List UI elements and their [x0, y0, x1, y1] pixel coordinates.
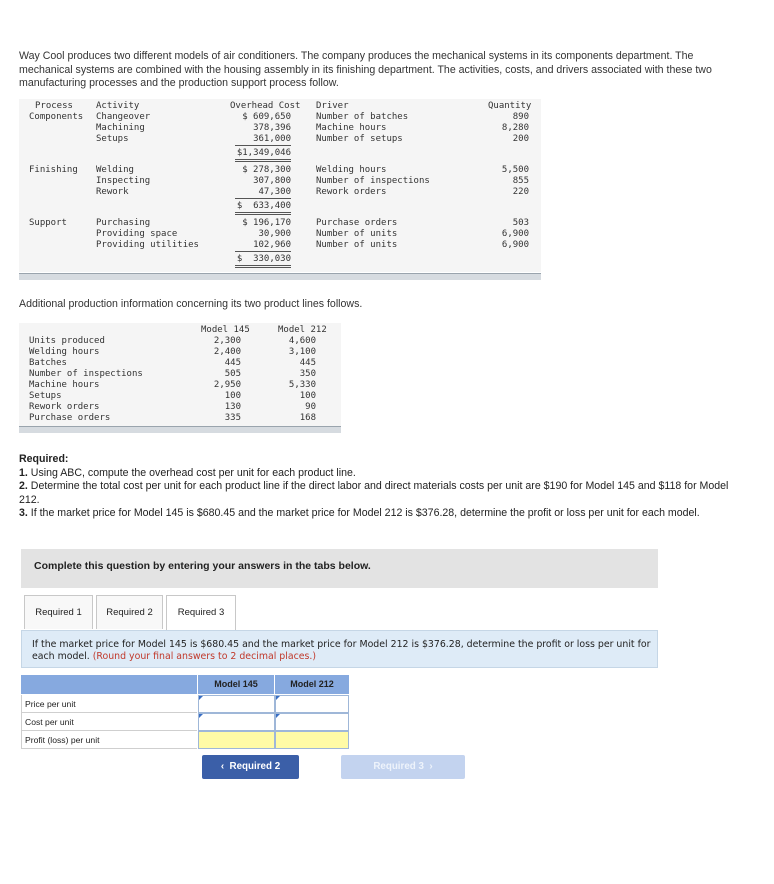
required-item-number: 2. [19, 480, 28, 492]
driver-name: Number of inspections [316, 176, 430, 186]
row-label-cost: Cost per unit [21, 713, 197, 731]
intro-paragraph: Way Cool produces two different models of air conditioners. The company produces the mechanical systems in its components department. The mechanical systems are combined with the housing assembly in its finishing department. The activities, costs, and drivers associated with these two manufacturing processes and the production support process follow. [19, 50, 712, 89]
overhead-cost: $ 278,300 [242, 165, 291, 175]
required-heading: Required: [19, 453, 69, 465]
cost-model-145-input[interactable] [198, 713, 275, 731]
overhead-cost: $ 196,170 [242, 218, 291, 228]
instructions-text: Complete this question by entering your answers in the tabs below. [34, 560, 371, 572]
row-label-price: Price per unit [21, 695, 197, 713]
header-process: Process [35, 101, 73, 111]
next-button[interactable] [341, 755, 465, 779]
header-model-145: Model 145 [201, 325, 250, 335]
question-prompt [21, 630, 658, 668]
model-212-value: 100 [299, 391, 316, 401]
overhead-cost: 30,900 [258, 229, 291, 239]
driver-quantity: 5,500 [501, 165, 529, 175]
tab-required-2[interactable]: Required 2 [96, 595, 163, 629]
tab-required-1[interactable]: Required 1 [24, 595, 93, 629]
model-145-value: 505 [224, 369, 241, 379]
row-label: Machine hours [29, 380, 100, 390]
cost-model-212-input[interactable] [275, 713, 349, 731]
total-underline [235, 265, 291, 266]
process-label: Finishing [29, 165, 78, 175]
total-double-underline [235, 214, 291, 215]
header-overhead-cost: Overhead Cost [230, 101, 301, 111]
production-info-table [19, 323, 341, 426]
row-label: Number of inspections [29, 369, 143, 379]
driver-quantity: 890 [512, 112, 529, 122]
subtotal-line [235, 145, 291, 146]
header-driver: Driver [316, 101, 349, 111]
answer-header-blank [21, 675, 197, 694]
rounding-note: (Round your final answers to 2 decimal places.) [92, 651, 317, 662]
activity-name: Inspecting [96, 176, 151, 186]
required-item-text: Determine the total cost per unit for each product line if the direct labor and direct materials costs per unit are $190 for Model 145 and $118 for Model 212. [19, 480, 729, 506]
required-item-text: Using ABC, compute the overhead cost per unit for each product line. [27, 466, 356, 479]
row-label: Rework orders [29, 402, 100, 412]
required-item [19, 480, 729, 507]
driver-quantity: 8,280 [501, 123, 529, 133]
header-model-212: Model 212 [275, 675, 349, 694]
required-item [19, 467, 729, 481]
driver-quantity: 503 [512, 218, 529, 228]
driver-name: Rework orders [316, 187, 387, 197]
overhead-cost: 47,300 [258, 187, 291, 197]
model-145-value: 130 [224, 402, 241, 412]
model-212-value: 4,600 [288, 336, 316, 346]
activity-name: Changeover [96, 112, 151, 122]
profit-model-212-input[interactable] [275, 731, 349, 749]
profit-model-145-input[interactable] [198, 731, 275, 749]
total-double-underline [235, 161, 291, 162]
table-scrollbar[interactable] [19, 273, 541, 280]
total-underline [235, 159, 291, 160]
price-model-145-input[interactable] [198, 695, 275, 713]
activity-cost-table [19, 99, 541, 272]
driver-name: Number of setups [316, 134, 403, 144]
driver-name: Machine hours [316, 123, 387, 133]
input-marker-icon [276, 714, 280, 718]
total-underline [235, 212, 291, 213]
input-marker-icon [276, 696, 280, 700]
tab-required-3[interactable]: Required 3 [166, 595, 236, 631]
model-212-value: 5,330 [288, 380, 316, 390]
header-activity: Activity [96, 101, 140, 111]
overhead-cost: 102,960 [253, 240, 291, 250]
required-item-number: 3. [19, 507, 28, 519]
row-label: Purchase orders [29, 413, 111, 423]
model-145-value: 100 [224, 391, 241, 401]
overhead-cost: 378,396 [253, 123, 291, 133]
activity-name: Providing space [96, 229, 178, 239]
model-145-value: 2,950 [213, 380, 241, 390]
model-145-value: 2,300 [213, 336, 241, 346]
process-total: $ 330,030 [236, 254, 291, 264]
row-label: Setups [29, 391, 62, 401]
row-label-profit: Profit (loss) per unit [21, 731, 197, 749]
process-total: $1,349,046 [236, 148, 291, 158]
driver-name: Number of batches [316, 112, 409, 122]
driver-name: Purchase orders [316, 218, 398, 228]
activity-name: Setups [96, 134, 129, 144]
table-scrollbar[interactable] [19, 426, 341, 433]
chevron-right-icon: › [429, 761, 433, 772]
subtotal-line [235, 198, 291, 199]
process-label: Components [29, 112, 84, 122]
required-item-text: If the market price for Model 145 is $680.45 and the market price for Model 212 is $376.28, determine the profit or loss per unit for each model. [27, 507, 700, 519]
model-145-value: 2,400 [213, 347, 241, 357]
required-item-number: 1. [19, 466, 28, 479]
overhead-cost: $ 609,650 [242, 112, 291, 122]
next-button-label: Required 3 [373, 761, 424, 772]
instructions-banner [21, 549, 658, 588]
overhead-cost: 361,000 [253, 134, 291, 144]
header-model-145: Model 145 [198, 675, 274, 694]
activity-name: Purchasing [96, 218, 151, 228]
process-total: $ 633,400 [236, 201, 291, 211]
previous-button-label: Required 2 [229, 761, 281, 772]
input-marker-icon [199, 714, 203, 718]
subtotal-line [235, 251, 291, 252]
total-double-underline [235, 267, 291, 268]
model-212-value: 3,100 [288, 347, 316, 357]
activity-name: Providing utilities [96, 240, 199, 250]
input-marker-icon [199, 696, 203, 700]
header-quantity: Quantity [488, 101, 532, 111]
driver-quantity: 6,900 [501, 240, 529, 250]
driver-name: Number of units [316, 240, 398, 250]
model-212-value: 445 [299, 358, 316, 368]
prompt-text: If the market price for Model 145 is $680.45 and the market price for Model 212 is $376.28, determine the profit or loss per unit for each model. [32, 639, 651, 662]
price-model-212-input[interactable] [275, 695, 349, 713]
model-145-value: 445 [224, 358, 241, 368]
driver-quantity: 200 [512, 134, 529, 144]
row-label: Units produced [29, 336, 105, 346]
activity-name: Machining [96, 123, 145, 133]
process-label: Support [29, 218, 67, 228]
required-item [19, 507, 729, 521]
row-label: Welding hours [29, 347, 100, 357]
driver-name: Welding hours [316, 165, 387, 175]
required-section [19, 453, 729, 521]
driver-name: Number of units [316, 229, 398, 239]
model-212-value: 90 [305, 402, 316, 412]
driver-quantity: 855 [512, 176, 529, 186]
header-model-212: Model 212 [278, 325, 327, 335]
chevron-left-icon: ‹ [220, 761, 225, 772]
additional-info-text: Additional production information concerning its two product lines follows. [19, 298, 363, 310]
model-145-value: 335 [224, 413, 241, 423]
driver-quantity: 220 [512, 187, 529, 197]
driver-quantity: 6,900 [501, 229, 529, 239]
activity-name: Welding [96, 165, 134, 175]
overhead-cost: 307,800 [253, 176, 291, 186]
model-212-value: 168 [299, 413, 316, 423]
model-212-value: 350 [299, 369, 316, 379]
previous-button[interactable] [202, 755, 299, 779]
activity-name: Rework [96, 187, 129, 197]
row-label: Batches [29, 358, 67, 368]
